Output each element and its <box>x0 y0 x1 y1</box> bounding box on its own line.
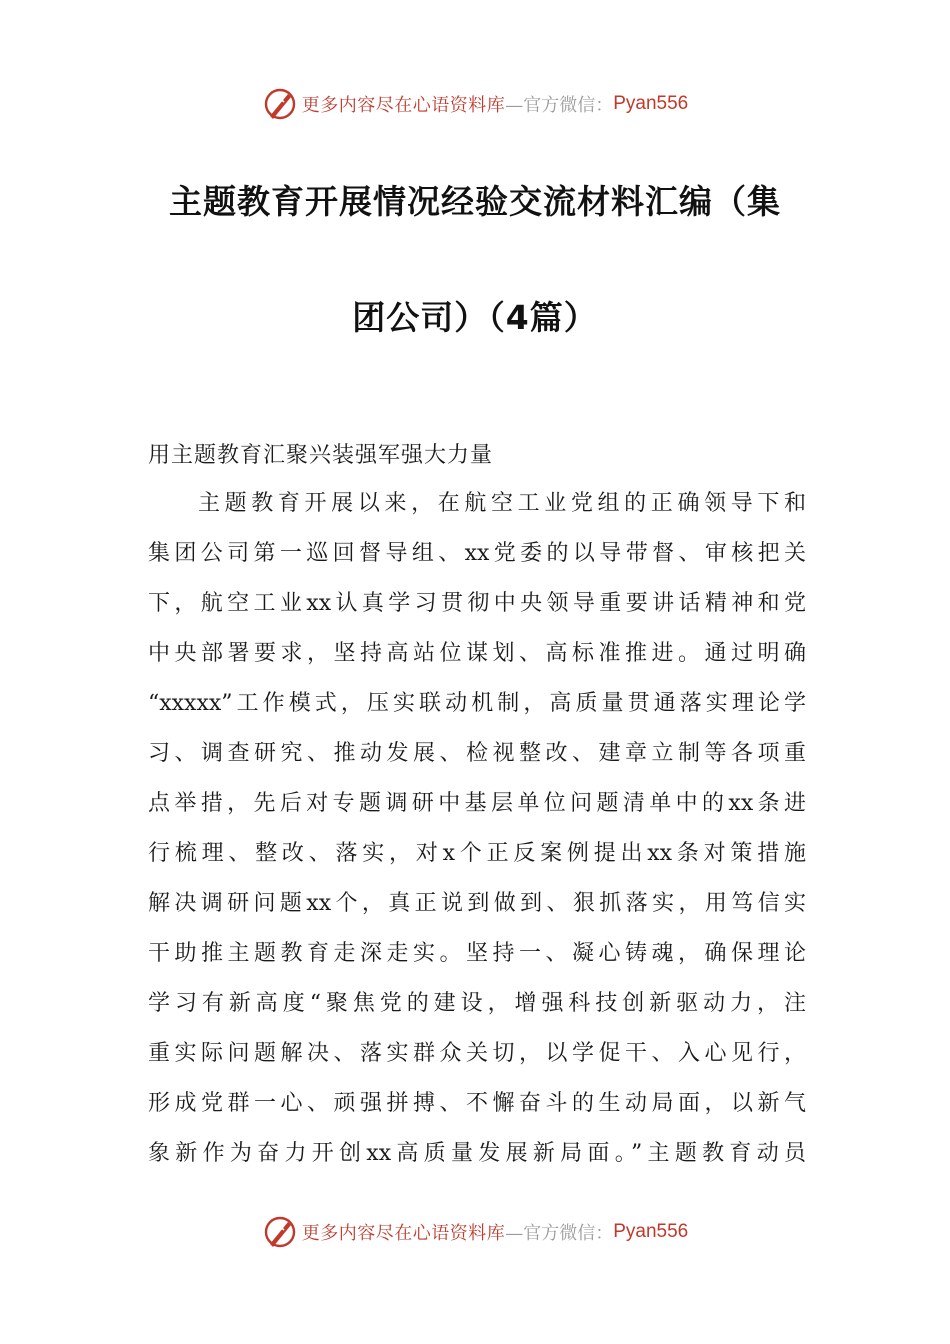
body-line: 形成党群一心、顽强拼搏、不懈奋斗的生动局面，以新气 <box>148 1091 806 1116</box>
watermark-separator: —官方微信： <box>505 1223 614 1244</box>
body-line: 下，航空工业xx认真学习贯彻中央领导重要讲话精神和党 <box>148 591 806 616</box>
body-line: 主题教育开展以来，在航空工业党组的正确领导下和 <box>198 491 806 516</box>
body-line: 学习有新高度“聚焦党的建设，增强科技创新驱动力，注 <box>148 991 806 1016</box>
body-line: 行梳理、整改、落实，对x个正反案例提出xx条对策措施 <box>148 841 806 866</box>
header-watermark <box>0 84 950 124</box>
watermark-account: Pyan556 <box>613 1221 689 1242</box>
body-line: 点举措，先后对专题调研中基层单位问题清单中的xx条进 <box>148 791 806 816</box>
pen-logo-icon <box>262 86 298 122</box>
watermark-separator: —官方微信： <box>505 95 614 116</box>
body-line: 重实际问题解决、落实群众关切，以学促干、入心见行， <box>148 1041 806 1066</box>
section-subtitle: 用主题教育汇聚兴装强军强大力量 <box>148 443 494 468</box>
body-line: “xxxxx”工作模式，压实联动机制，高质量贯通落实理论学 <box>148 691 806 716</box>
watermark-text: 更多内容尽在心语资料库 <box>301 95 506 116</box>
body-line: 集团公司第一巡回督导组、xx党委的以导带督、审核把关 <box>148 541 806 566</box>
watermark-text: 更多内容尽在心语资料库 <box>301 1223 506 1244</box>
footer-watermark <box>0 1212 950 1252</box>
body-line: 干助推主题教育走深走实。坚持一、凝心铸魂，确保理论 <box>148 941 806 966</box>
body-line: 习、调查研究、推动发展、检视整改、建章立制等各项重 <box>148 741 806 766</box>
body-line: 象新作为奋力开创xx高质量发展新局面。”主题教育动员 <box>148 1141 806 1166</box>
pen-logo-icon <box>262 1214 298 1250</box>
document-title-line-2: 团公司）（4篇） <box>352 298 598 337</box>
document-title-line-1: 主题教育开展情况经验交流材料汇编（集 <box>169 182 781 221</box>
body-line: 解决调研问题xx个，真正说到做到、狠抓落实，用笃信实 <box>148 891 806 916</box>
watermark-account: Pyan556 <box>613 93 689 114</box>
body-line: 中央部署要求，坚持高站位谋划、高标准推进。通过明确 <box>148 641 806 666</box>
